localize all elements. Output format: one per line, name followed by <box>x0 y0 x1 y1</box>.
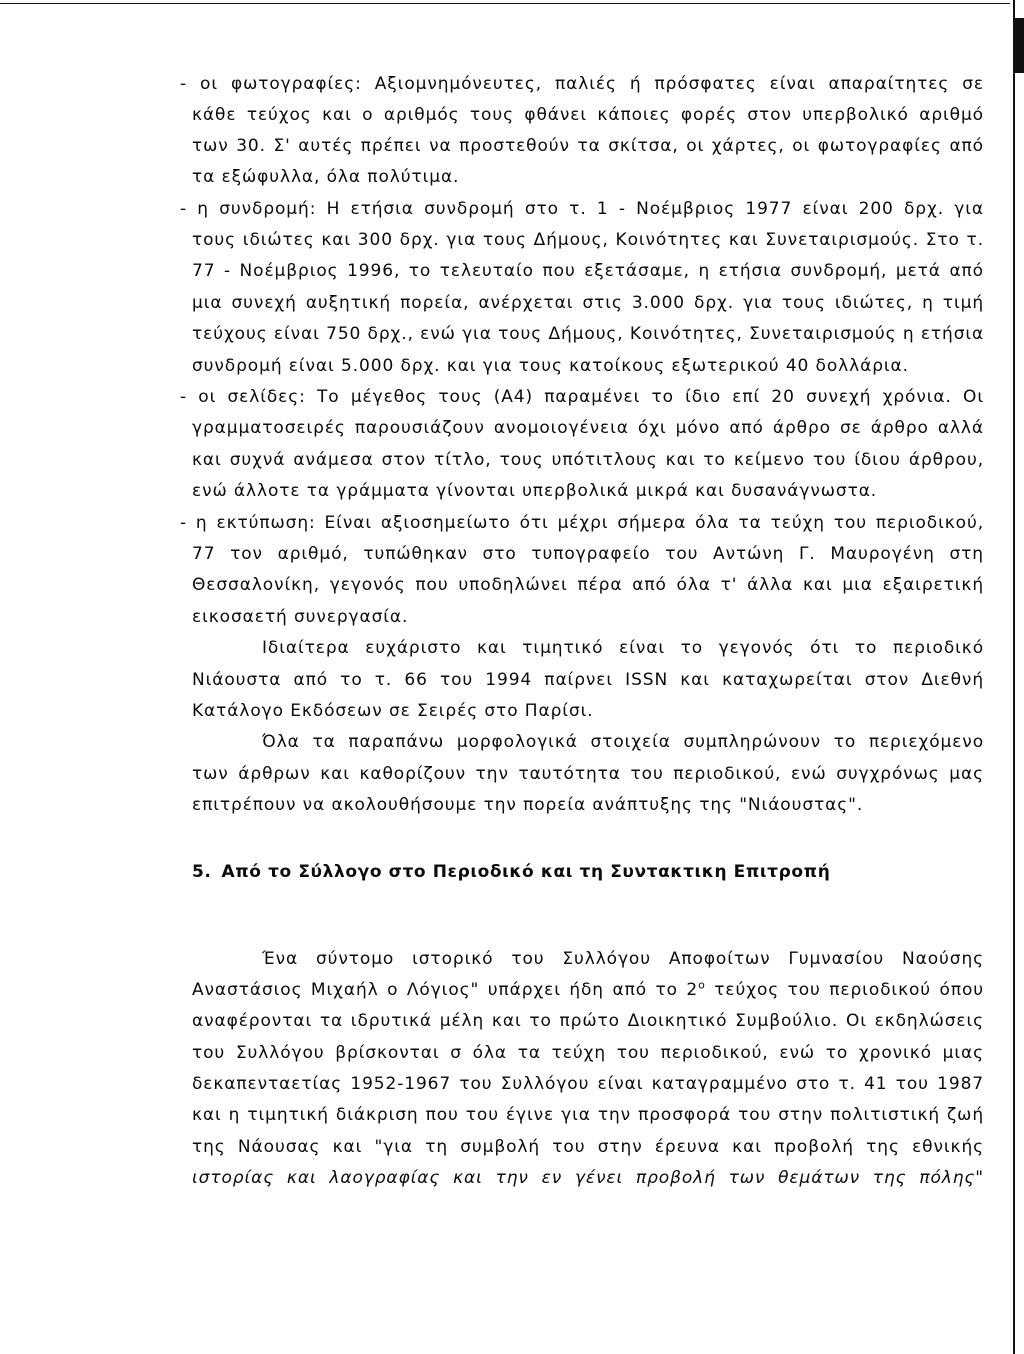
text-line: αναφέρονται τα ιδρυτικά μέλη και το πρώτο Διοικητικό Συμβούλιο. Οι εκδηλώσεις <box>192 1011 984 1031</box>
text-line: των 30. Σ' αυτές πρέπει να προστεθούν τα σκίτσα, οι χάρτες, οι φωτογραφίες από <box>192 136 984 156</box>
text-line: συνδρομή είναι 5.000 δρχ. και για τους κατοίκους εξωτερικού 40 δολλάρια. <box>192 356 909 376</box>
text-span: τεύχος του περιοδικού όπου <box>705 980 984 1000</box>
text-line: εικοσαετή συνεργασία. <box>192 607 409 627</box>
text-line: επιτρέπουν να ακολουθήσουμε την πορεία ανάπτυξης της "Νιάουστας". <box>192 795 864 815</box>
section-heading <box>192 858 830 886</box>
text-line: γραμματοσειρές παρουσιάζουν ανομοιογένεια όχι μόνο από άρθρο σε άρθρο αλλά <box>192 418 984 438</box>
right-page-edge <box>1013 0 1024 1354</box>
section-number: 5. <box>192 862 212 882</box>
text-line: τα εξώφυλλα, όλα πολύτιμα. <box>192 167 460 187</box>
text-line: μια συνεχή αυξητική πορεία, ανέρχεται στις 3.000 δρχ. για τους ιδιώτες, η τιμή <box>192 293 984 313</box>
text-line: κάθε τεύχος και ο αριθμός τους φθάνει κάποιες φορές στον υπερβολικό αριθμό <box>192 105 984 125</box>
text-line: και συχνά ανάμεσα στον τίτλο, τους υπότιτλους και το κείμενο του ίδιου άρθρου, <box>192 450 984 470</box>
text-span: Αναστάσιος Μιχαήλ ο Λόγιος" υπάρχει ήδη από το 2 <box>192 980 699 1000</box>
text-line: του Συλλόγου βρίσκονται σ όλα τα τεύχη του περιοδικού, ενώ το χρονικό μιας <box>192 1043 984 1063</box>
text-line: 77 - Νοέμβριος 1996, το τελευταίο που εξετάσαμε, η ετήσια συνδρομή, μετά από <box>192 261 984 281</box>
section-title: Από το Σύλλογο στο Περιοδικό και τη Συντακτικη Επιτροπή <box>221 862 831 882</box>
text-line: - η συνδρομή: Η ετήσια συνδρομή στο τ. 1 - Νοέμβριος 1977 είναι 200 δρχ. για <box>180 199 984 219</box>
text-line: 77 τον αριθμό, τυπώθηκαν στο τυπογραφείο του Αντώνη Γ. Μαυρογένη στη <box>192 544 984 564</box>
text-line: Ένα σύντομο ιστορικό του Συλλόγου Αποφοίτων Γυμνασίου Ναούσης <box>262 949 984 969</box>
text-line: των άρθρων και καθορίζουν την ταυτότητα του περιοδικού, ενώ συγχρόνως μας <box>192 764 984 784</box>
text-line: και η τιμητική διάκριση που του έγινε για την προσφορά του στην πολιτιστική ζωή <box>192 1105 984 1125</box>
top-border-line <box>0 3 1010 4</box>
text-line: ενώ άλλοτε τα γράμματα γίνονται υπερβολικά μικρά και δυσανάγνωστα. <box>192 481 878 501</box>
text-line: Νιάουστα από το τ. 66 του 1994 παίρνει ISSN και καταχωρείται στον Διεθνή <box>192 670 984 690</box>
text-line: τεύχους είναι 750 δρχ., ενώ για τους Δήμους, Κοινότητες, Συνεταιρισμούς η ετήσια <box>192 324 984 344</box>
text-line: - η εκτύπωση: Είναι αξιοσημείωτο ότι μέχρι σήμερα όλα τα τεύχη του περιοδικού, <box>180 513 984 533</box>
edge-notch <box>1015 18 1024 73</box>
edge-bar <box>1013 0 1015 1354</box>
text-line: - οι σελίδες: Το μέγεθος τους (Α4) παραμένει το ίδιο επί 20 συνεχή χρόνια. Οι <box>180 387 984 407</box>
text-line: ιστορίας και λαογραφίας και την εν γένει προβολή των θεμάτων της πόλης" <box>192 1168 984 1188</box>
text-line: Κατάλογο Εκδόσεων σε Σειρές στο Παρίσι. <box>192 701 594 721</box>
text-line: Ιδιαίτερα ευχάριστο και τιμητικό είναι το γεγονός ότι το περιοδικό <box>262 638 984 658</box>
superscript-o: ο <box>698 978 706 992</box>
text-line: - οι φωτογραφίες: Αξιομνημόνευτες, παλιές ή πρόσφατες είναι απαραίτητες σε <box>180 74 984 94</box>
text-line <box>192 977 984 1003</box>
text-line: Όλα τα παραπάνω μορφολογικά στοιχεία συμπληρώνουν το περιεχόμενο <box>262 732 984 752</box>
text-line: της Νάουσας και "για τη συμβολή του στην έρευνα και προβολή της εθνικής <box>192 1137 984 1157</box>
text-line: τους ιδιώτες και 300 δρχ. για τους Δήμους, Κοινότητες και Συνεταιρισμούς. Στο τ. <box>192 230 984 250</box>
text-line: Θεσσαλονίκη, γεγονός που υποδηλώνει πέρα από όλα τ' άλλα και μια εξαιρετική <box>192 575 984 595</box>
text-line: δεκαπενταετίας 1952-1967 του Συλλόγου είναι καταγραμμένο στο τ. 41 του 1987 <box>192 1074 984 1094</box>
